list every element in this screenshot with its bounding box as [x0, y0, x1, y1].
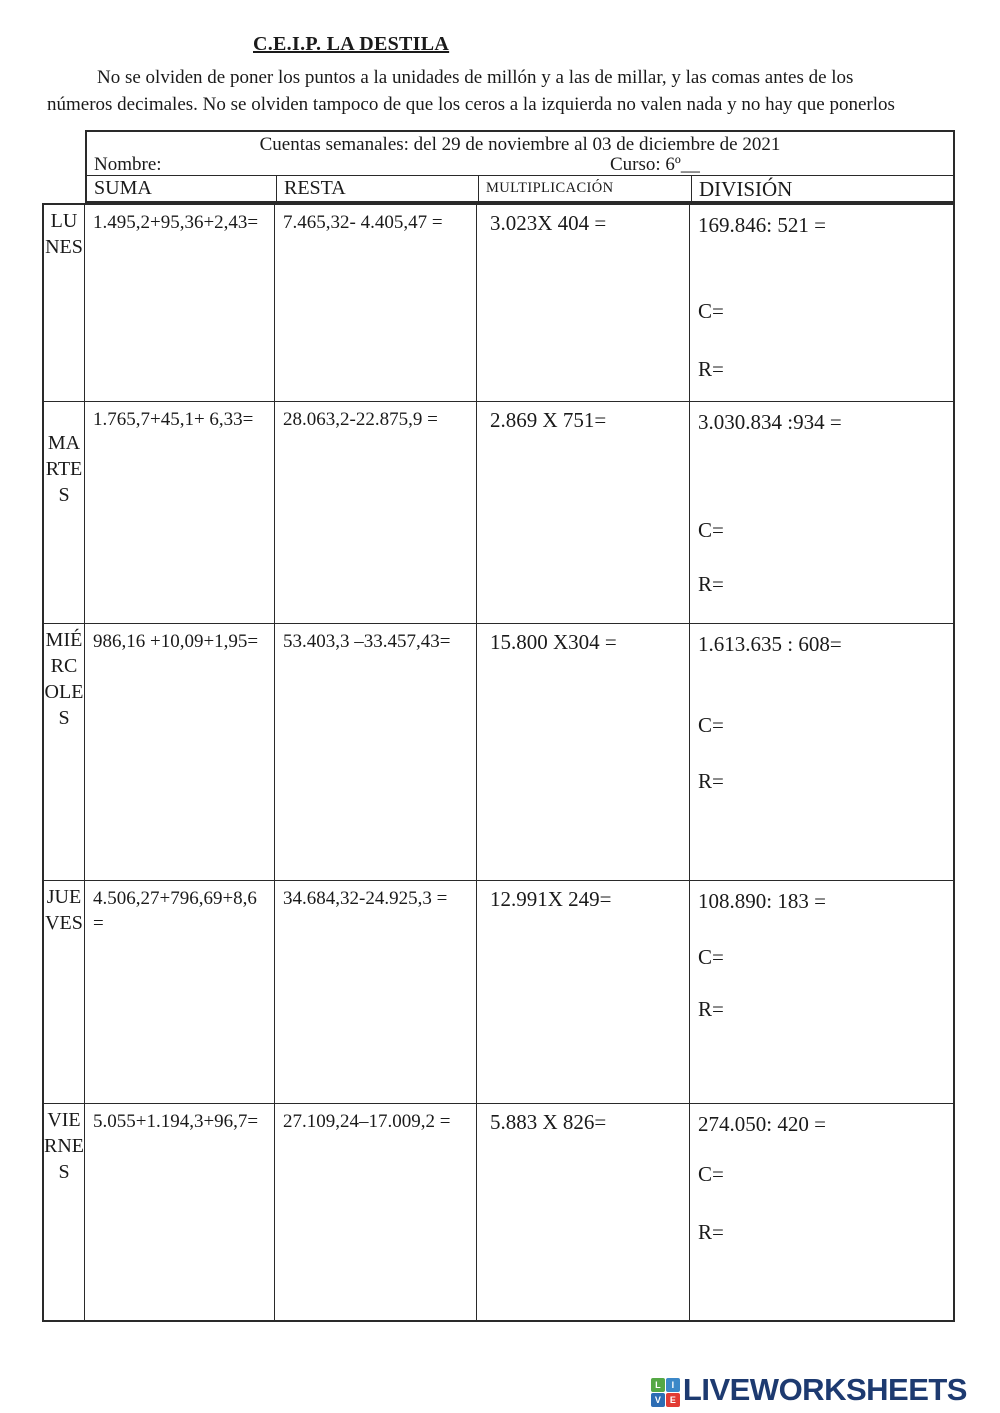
resta-cell-martes[interactable]: 28.063,2-22.875,9 =: [275, 402, 477, 623]
table-row-lunes: [44, 205, 953, 402]
table-row-viernes: [44, 1104, 953, 1320]
logo-square-i: I: [666, 1378, 680, 1392]
worksheet-meta-row: [87, 132, 953, 176]
instructions-line-2: números decimales. No se olviden tampoco de que los ceros a la izquierda no valen nada y no hay que ponerlos: [47, 94, 895, 115]
remainder-label[interactable]: R=: [698, 1220, 724, 1244]
division-cell-lunes[interactable]: [690, 205, 951, 401]
column-header-row: [87, 176, 953, 203]
division-cell-viernes[interactable]: [690, 1104, 951, 1320]
remainder-label[interactable]: R=: [698, 997, 724, 1021]
instructions-paragraph: [47, 64, 959, 118]
school-title: C.E.I.P. LA DESTILA: [253, 33, 450, 55]
quotient-label[interactable]: C=: [698, 713, 724, 737]
name-label: Nombre:: [94, 154, 162, 175]
multiplicacion-cell-martes[interactable]: 2.869 X 751=: [477, 402, 690, 623]
suma-cell-viernes[interactable]: 5.055+1.194,3+96,7=: [85, 1104, 275, 1320]
day-label-viernes: VIERNES: [44, 1104, 85, 1320]
remainder-label[interactable]: R=: [698, 769, 724, 793]
day-label-martes: MARTES: [44, 402, 85, 623]
division-expression: 1.613.635 : 608=: [698, 632, 842, 656]
column-header-division: DIVISIÓN: [699, 177, 793, 201]
day-label-miercoles: MIÉRCOLES: [44, 624, 85, 880]
multiplicacion-cell-lunes[interactable]: 3.023X 404 =: [477, 205, 690, 401]
multiplicacion-cell-miercoles[interactable]: 15.800 X304 =: [477, 624, 690, 880]
worksheet-table: [42, 203, 955, 1322]
division-cell-jueves[interactable]: [690, 881, 951, 1103]
quotient-label[interactable]: C=: [698, 1162, 724, 1186]
course-label: Curso: 6º__: [610, 154, 700, 175]
day-label-jueves: JUEVES: [44, 881, 85, 1103]
remainder-label[interactable]: R=: [698, 357, 724, 381]
quotient-label[interactable]: C=: [698, 518, 724, 542]
table-row-jueves: [44, 881, 953, 1104]
multiplicacion-cell-viernes[interactable]: 5.883 X 826=: [477, 1104, 690, 1320]
resta-cell-jueves[interactable]: 34.684,32-24.925,3 =: [275, 881, 477, 1103]
resta-cell-lunes[interactable]: 7.465,32- 4.405,47 =: [275, 205, 477, 401]
suma-cell-lunes[interactable]: 1.495,2+95,36+2,43=: [85, 205, 275, 401]
liveworksheets-wordmark: LIVEWORKSHEETS: [682, 1372, 967, 1407]
division-expression: 3.030.834 :934 =: [698, 410, 842, 434]
division-expression: 169.846: 521 =: [698, 213, 826, 237]
resta-cell-viernes[interactable]: 27.109,24–17.009,2 =: [275, 1104, 477, 1320]
logo-square-e: E: [666, 1393, 680, 1407]
division-cell-miercoles[interactable]: [690, 624, 951, 880]
quotient-label[interactable]: C=: [698, 945, 724, 969]
multiplicacion-cell-jueves[interactable]: 12.991X 249=: [477, 881, 690, 1103]
suma-cell-miercoles[interactable]: 986,16 +10,09+1,95=: [85, 624, 275, 880]
suma-cell-martes[interactable]: 1.765,7+45,1+ 6,33=: [85, 402, 275, 623]
division-expression: 274.050: 420 =: [698, 1112, 826, 1136]
column-header-resta: RESTA: [277, 176, 479, 203]
logo-square-l: L: [651, 1378, 665, 1392]
suma-cell-jueves[interactable]: 4.506,27+796,69+8,6 =: [85, 881, 275, 1103]
worksheet-title: Cuentas semanales: del 29 de noviembre al 03 de diciembre de 2021: [259, 134, 781, 155]
remainder-label[interactable]: R=: [698, 572, 724, 596]
column-header-multiplicacion: MULTIPLICACIÓN: [479, 176, 692, 203]
table-row-miercoles: [44, 624, 953, 881]
division-expression: 108.890: 183 =: [698, 889, 826, 913]
division-cell-martes[interactable]: [690, 402, 951, 623]
resta-cell-miercoles[interactable]: 53.403,3 –33.457,43=: [275, 624, 477, 880]
table-row-martes: [44, 402, 953, 624]
instructions-line-1: No se olviden de poner los puntos a la unidades de millón y a las de millar, y las comas antes de los: [97, 67, 854, 88]
day-label-lunes: LUNES: [44, 205, 85, 401]
quotient-label[interactable]: C=: [698, 299, 724, 323]
logo-square-v: V: [651, 1393, 665, 1407]
liveworksheets-logo[interactable]: [651, 1372, 967, 1408]
column-header-suma: SUMA: [87, 176, 277, 203]
worksheet-header: [85, 130, 955, 203]
liveworksheets-icon: [651, 1378, 680, 1407]
